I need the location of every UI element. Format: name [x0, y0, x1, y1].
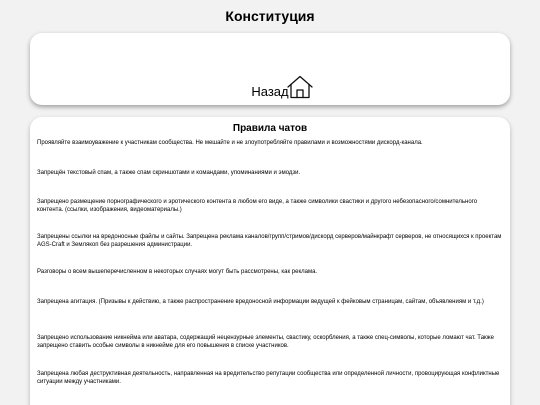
rules-card — [30, 117, 510, 405]
rule-item: Проявляйте взаимоуважение к участникам сообщества. Не мешайте и не злоупотребляйте правилами и возможностями дискорд-канала. — [37, 140, 423, 146]
page-title: Конституция — [225, 8, 315, 24]
back-button-label: Назад — [251, 84, 289, 99]
rule-item: Запрещено размещение порнографического и эротического контента в любом его виде, а также символики свастики и другого небезопасного/сомнительного контента. (ссылки, изображения, видеоматериалы.) — [37, 199, 478, 213]
rule-item: Запрещена любая деструктивная деятельность, направленная на вредительство репутации сообщества или определенной личности, провоцирующая конфликтные ситуации между участниками. — [37, 371, 500, 385]
rule-item: Запрещена агитация. (Призывы к действию, а также распространение вредоносной информации ведущей к фейковым страницам, сайтам, объявлениям и т.д.) — [37, 299, 484, 305]
rule-item: Запрещены ссылки на вредоносные файлы и сайты. Запрещена реклама каналов/групп/стримов/дискорд серверов/майнкрафт серверов, не относящихся к проектам AGS-Craft и Землякоп без разрешения администрации. — [37, 234, 502, 248]
rules-title: Правила чатов — [232, 123, 308, 134]
rule-item: Разговоры о всем вышеперечисленном в некоторых случаях могут быть рассмотрены, как реклама. — [37, 269, 318, 275]
rule-item: Запрещён текстовый спам, а также спам скриншотами и командами, упоминаниями и эмодзи. — [37, 170, 301, 176]
back-button[interactable] — [30, 33, 510, 105]
rule-item: Запрещено использование никнейма или аватара, содержащий нецензурные элементы, свастику, оскорбления, а также спец-символы, которые ломают чат. Также запрещено ставить особые символы в никнейме для его повышения в списке участников. — [37, 335, 495, 349]
